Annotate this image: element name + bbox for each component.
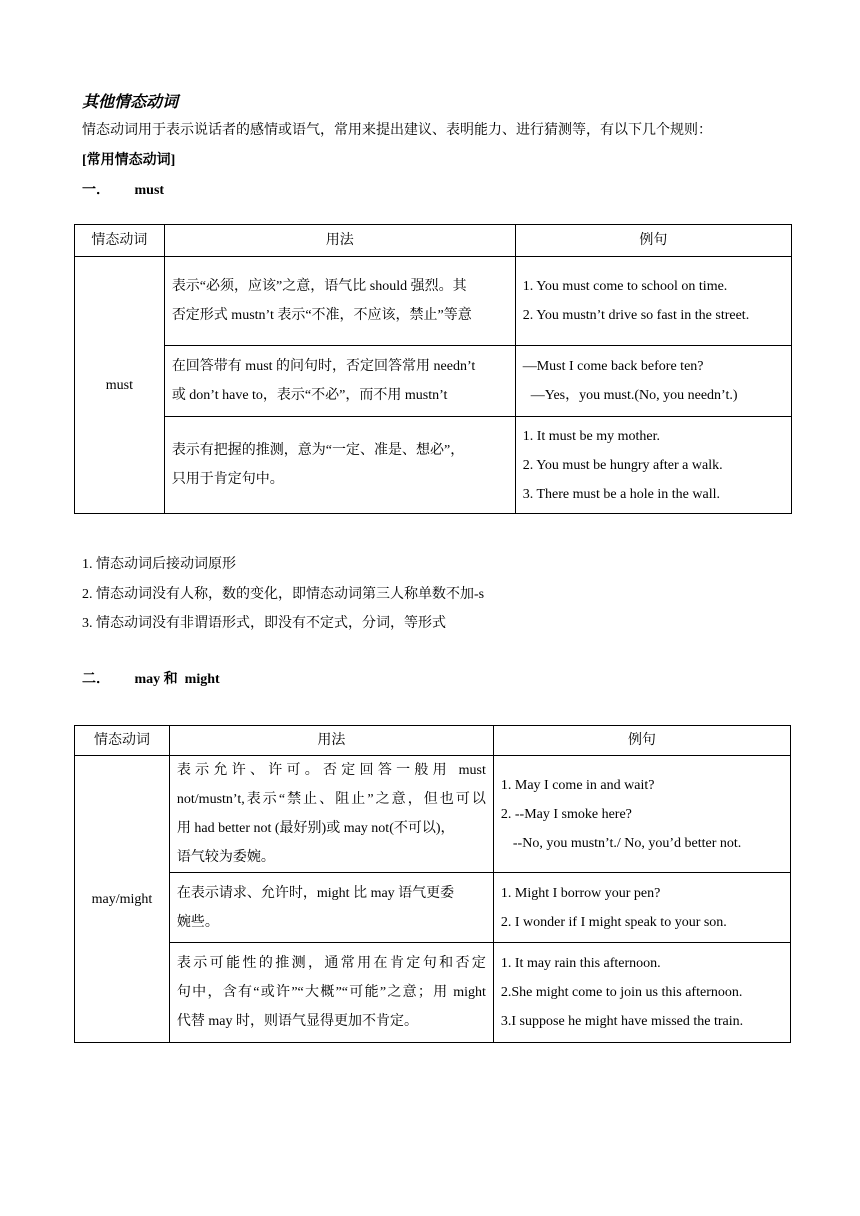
rule-item: 1. 情态动词后接动词原形 <box>82 557 236 572</box>
usage-line: 句中，含有“或许”“大概”“可能”之意；用 might <box>176 985 486 1000</box>
example-cell <box>515 417 791 514</box>
example-cell <box>493 756 790 873</box>
usage-line: 表示可能性的推测，通常用在肯定句和否定 <box>176 956 486 971</box>
usage-line: 语气较为委婉。 <box>176 850 275 865</box>
usage-line: 否定形式 mustn’t 表示“不准，不应该，禁止”等意 <box>171 308 472 323</box>
rule-item: 2. 情态动词没有人称，数的变化，即情态动词第三人称单数不加-s <box>82 586 485 602</box>
usage-cell <box>169 756 493 873</box>
example-cell <box>493 873 790 943</box>
table-header-row <box>75 225 792 257</box>
usage-line: not/mustn’t,表示“禁止、阻止”之意，但也可以 <box>176 792 486 807</box>
example-line: 2. --May I smoke here? <box>500 806 632 822</box>
example-line: 1. May I come in and wait? <box>500 777 655 793</box>
usage-cell <box>169 873 493 943</box>
example-line: —Must I come back before ten? <box>522 359 704 374</box>
table-row <box>75 873 791 943</box>
example-line: 3. There must be a hole in the wall. <box>522 486 720 502</box>
header-cell: 例句 <box>515 225 791 257</box>
may-might-table <box>74 725 791 1043</box>
section-heading-must <box>82 179 164 199</box>
table-row <box>75 943 791 1043</box>
usage-cell <box>164 346 515 417</box>
table-row <box>75 346 792 417</box>
section-label: must <box>134 183 165 198</box>
usage-cell <box>164 417 515 514</box>
example-line: 1. You must come to school on time. <box>522 279 728 294</box>
usage-line: 表示“必须，应该”之意，语气比 should 强烈。其 <box>171 279 467 294</box>
section-number: 一． <box>82 183 110 198</box>
section-heading-may-might <box>82 668 220 688</box>
example-line: 1. Might I borrow your pen? <box>500 885 661 901</box>
rule-item: 3. 情态动词没有非谓语形式，即没有不定式，分词，等形式 <box>82 616 446 631</box>
header-cell: 情态动词 <box>75 225 165 257</box>
usage-line: 在回答带有 must 的问句时，否定回答常用 needn’t <box>171 359 476 374</box>
header-cell: 例句 <box>493 726 790 756</box>
usage-line: 表示有把握的推测，意为“一定、准是、想必”， <box>171 443 465 458</box>
example-cell <box>515 346 791 417</box>
verb-cell: may/might <box>75 756 170 1043</box>
usage-line: 只用于肯定句中。 <box>171 472 284 487</box>
usage-cell <box>164 257 515 346</box>
example-line: 2. I wonder if I might speak to your son. <box>500 914 727 930</box>
subheading: [常用情态动词] <box>82 153 176 168</box>
table-row <box>75 756 791 873</box>
usage-line: 婉些。 <box>176 914 219 930</box>
example-line: 1. It must be my mother. <box>522 428 660 444</box>
intro-paragraph: 情态动词用于表示说话者的感情或语气，常用来提出建议、表明能力、进行猜测等，有以下几个规则： <box>82 123 712 138</box>
example-line: --No, you mustn’t./ No, you’d better not. <box>512 835 742 851</box>
section-label: may 和 might <box>134 672 220 687</box>
verb-cell: must <box>75 257 165 514</box>
header-cell: 用法 <box>164 225 515 257</box>
usage-line: 在表示请求、允许时，might 比 may 语气更委 <box>176 885 455 901</box>
usage-cell <box>169 943 493 1043</box>
table-row <box>75 417 792 514</box>
table-row <box>75 257 792 346</box>
example-cell <box>493 943 790 1043</box>
rules-list <box>82 550 484 639</box>
example-line: 2. You must be hungry after a walk. <box>522 457 723 473</box>
example-line: 3.I suppose he might have missed the train. <box>500 1014 744 1029</box>
example-line: 2.She might come to join us this afternoon. <box>500 985 743 1000</box>
must-table <box>74 224 792 514</box>
section-number: 二． <box>82 672 110 687</box>
page-title: 其他情态动词 <box>82 94 179 111</box>
usage-line: 代替 may 时，则语气显得更加不肯定。 <box>176 1014 419 1029</box>
example-line: 2. You mustn’t drive so fast in the street. <box>522 308 750 323</box>
header-cell: 用法 <box>169 726 493 756</box>
example-cell <box>515 257 791 346</box>
example-line: —Yes，you must.(No, you needn’t.) <box>530 388 738 403</box>
usage-line: 用 had better not (最好别)或 may not(不可以)， <box>176 821 455 836</box>
table-header-row <box>75 726 791 756</box>
usage-line: 或 don’t have to，表示“不必”，而不用 mustn’t <box>171 388 448 403</box>
usage-line: 表示允许、许可。否定回答一般用 must <box>176 763 486 778</box>
example-line: 1. It may rain this afternoon. <box>500 956 661 971</box>
header-cell: 情态动词 <box>75 726 170 756</box>
